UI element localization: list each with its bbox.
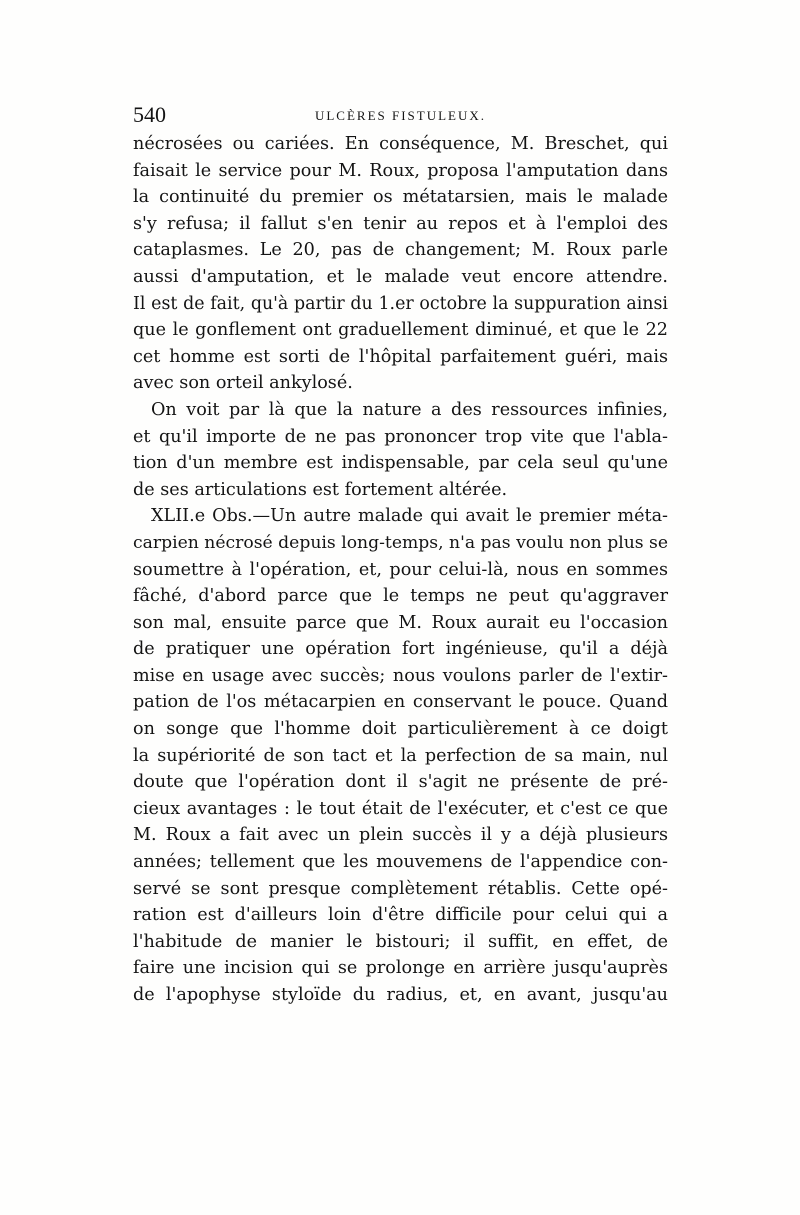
running-head (133, 103, 668, 131)
text-line: faisait le service pour M. Roux, proposa l'amputation dans (133, 160, 668, 181)
text-line: on songe que l'homme doit particulièrement à ce doigt (133, 719, 668, 740)
text-line: la supériorité de son tact et la perfection de sa main, nul (133, 745, 668, 766)
text-line: soumettre à l'opération, et, pour celui-là, nous en sommes (133, 559, 668, 580)
text-line: son mal, ensuite parce que M. Roux aurait eu l'occasion (133, 612, 668, 633)
text-line: cet homme est sorti de l'hôpital parfaitement guéri, mais (133, 346, 668, 367)
text-line: et qu'il importe de ne pas prononcer trop vite que l'abla- (133, 426, 668, 447)
text-line: nécrosées ou cariées. En conséquence, M. Breschet, qui (133, 134, 668, 154)
text-line: faire une incision qui se prolonge en arrière jusqu'auprès (133, 958, 668, 979)
text-line: l'habitude de manier le bistouri; il suffit, en effet, de (133, 931, 668, 952)
text-line: de l'apophyse styloïde du radius, et, en avant, jusqu'au (133, 985, 668, 1005)
text-line: de ses articulations est fortement altérée. (133, 479, 508, 500)
text-line: On voit par là que la nature a des ressources infinies, (151, 399, 668, 420)
text-block (133, 103, 668, 1009)
text-line: Il est de fait, qu'à partir du 1.er octobre la suppuration ainsi (133, 293, 668, 314)
text-line: que le gonflement ont graduellement diminué, et que le 22 (133, 320, 668, 341)
text-line: années; tellement que les mouvemens de l'appendice con- (133, 852, 668, 873)
text-line: cieux avantages : le tout était de l'exécuter, et c'est ce que (133, 798, 668, 819)
text-line: XLII.e Obs.—Un autre malade qui avait le premier méta- (151, 506, 668, 527)
text-line: aussi d'amputation, et le malade veut encore attendre. (133, 266, 668, 287)
text-line: fâché, d'abord parce que le temps ne peut qu'aggraver (133, 586, 668, 607)
text-line: de pratiquer une opération fort ingénieuse, qu'il a déjà (133, 639, 668, 660)
text-line: pation de l'os métacarpien en conservant le pouce. Quand (133, 692, 668, 713)
text-line: M. Roux a fait avec un plein succès il y a déjà plusieurs (133, 825, 668, 846)
page-number: 540 (133, 102, 166, 127)
text-line: ration est d'ailleurs loin d'être difficile pour celui qui a (133, 905, 668, 926)
text-line: avec son orteil ankylosé. (133, 373, 353, 394)
text-line: cataplasmes. Le 20, pas de changement; M. Roux parle (133, 240, 668, 261)
body-text (133, 131, 668, 1009)
text-line: la continuité du premier os métatarsien, mais le malade (133, 187, 668, 208)
text-line: doute que l'opération dont il s'agit ne présente de pré- (133, 772, 668, 793)
text-line: servé se sont presque complètement rétablis. Cette opé- (133, 878, 668, 899)
text-line: tion d'un membre est indispensable, par cela seul qu'une (133, 453, 668, 474)
running-title: ULCÈRES FISTULEUX. (314, 108, 487, 123)
text-line: s'y refusa; il fallut s'en tenir au repos et à l'emploi des (133, 213, 668, 234)
text-line: mise en usage avec succès; nous voulons parler de l'extir- (133, 665, 668, 686)
text-line: carpien nécrosé depuis long-temps, n'a pas voulu non plus se (133, 532, 669, 553)
